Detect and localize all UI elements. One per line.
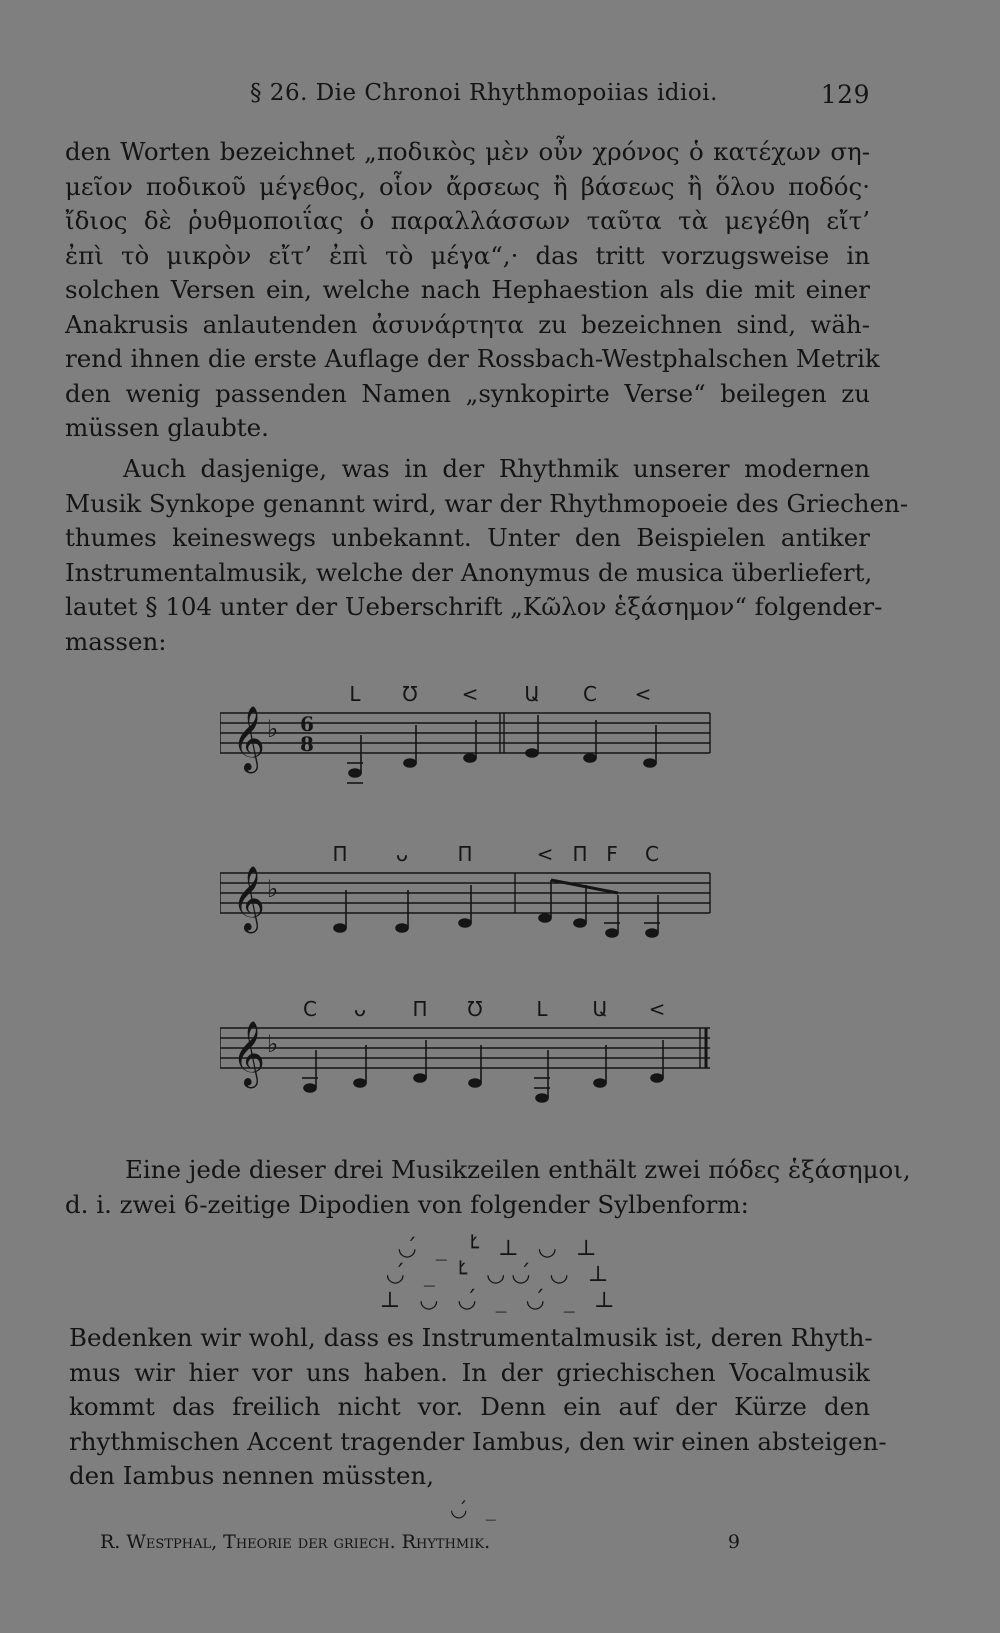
notation-sign: ᴗ <box>395 842 409 866</box>
paragraph-1 <box>65 135 880 446</box>
text-line: μεῖον ποδικοῦ μέγεθος, οἷον ἄρσεως ἢ βάσεως ἢ ὅλου ποδός· <box>65 171 870 201</box>
text-line: solchen Versen ein, welche nach Hephaestion als die mit einer <box>65 275 870 304</box>
flat-icon: ♭ <box>267 875 279 903</box>
signature-mark: 9 <box>727 1531 740 1553</box>
treble-clef-icon: 𝄞 <box>232 706 266 771</box>
text-line: ἴδιος δὲ ῥυθμοποιΐας ὁ παραλλάσσων ταῦτα τὰ μεγέθη εἴτ’ <box>65 206 870 235</box>
text-line: rend ihnen die erste Auflage der Rossbach-Westphalschen Metrik <box>65 344 880 373</box>
paragraph-3-cont <box>65 1188 870 1223</box>
footer-author: R. Westphal, Theorie der griech. Rhythmik. <box>100 1531 491 1553</box>
notation-sign: < <box>536 842 554 866</box>
notation-sign: Π <box>572 842 588 866</box>
text-line: d. i. zwei 6-zeitige Dipodien von folgender Sylbenform: <box>65 1190 749 1219</box>
meter-line: ◡́ _ └́ ⊥ ◡ ⊥ <box>397 1236 603 1261</box>
notation-sign: Ʊ <box>402 682 418 706</box>
notation-sign: L <box>536 997 548 1021</box>
notation-sign: ᴗ <box>353 997 367 1021</box>
text-line: den Worten bezeichnet „ποδικὸς μὲν οὖν χρόνος ὁ κατέχων ση- <box>65 137 870 166</box>
notation-sign: Ա <box>524 682 540 706</box>
notation-sign: L <box>349 682 361 706</box>
trailing-meter: ◡́ _ <box>450 1497 502 1521</box>
text-line: den wenig passenden Namen „synkopirte Verse“ beilegen zu <box>65 378 870 408</box>
notation-sign: Ʊ <box>467 997 483 1021</box>
time-signature-bottom: 8 <box>300 732 314 756</box>
notation-sign: C <box>645 842 659 866</box>
notation-sign: C <box>583 682 597 706</box>
text-line: den Iambus nennen müssten, <box>69 1461 435 1490</box>
text-line: Eine jede dieser drei Musikzeilen enthält zwei πόδες ἑξάσημοι, <box>125 1155 911 1184</box>
text-line: rhythmischen Accent tragender Iambus, den wir einen absteigen- <box>69 1426 887 1456</box>
meter-scheme <box>0 1236 1000 1314</box>
page-number: 129 <box>820 80 870 109</box>
meter-line: ◡́ _ └́ ◡◡́ ◡ ⊥ <box>385 1262 615 1287</box>
notation-sign: Π <box>457 842 473 866</box>
notation-sign: Ա <box>592 997 608 1021</box>
flat-icon: ♭ <box>267 1030 279 1058</box>
text-line: müssen glaubte. <box>65 413 269 442</box>
notation-sign: Π <box>332 842 348 866</box>
flat-icon: ♭ <box>267 715 279 743</box>
running-title: § 26. Die Chronoi Rhythmopoiias idioi. <box>250 80 718 106</box>
text-line: kommt das freilich nicht vor. Denn ein auf der Kürze den <box>69 1392 870 1421</box>
text-line: Musik Synkope genannt wird, war der Rhythmopoeie des Griechen- <box>65 488 909 518</box>
paragraph-3 <box>125 1153 911 1188</box>
notation-sign: C <box>303 997 317 1021</box>
text-line: Bedenken wir wohl, dass es Instrumentalmusik ist, deren Rhyth- <box>69 1323 873 1352</box>
text-line: Auch dasjenige, was in der Rhythmik unserer modernen <box>123 454 870 483</box>
paragraph-2 <box>65 452 909 659</box>
paragraph-4 <box>69 1321 887 1494</box>
treble-clef-icon: 𝄞 <box>232 1021 266 1086</box>
text-line: lautet § 104 unter der Ueberschrift „Κῶλον ἑξάσημον“ folgender- <box>65 592 883 621</box>
text-line: massen: <box>65 626 167 656</box>
notation-sign: < <box>461 682 479 706</box>
notation-sign: Π <box>412 997 428 1021</box>
meter-line: ⊥ ◡ ◡́ _ ◡́ _ ⊥ <box>379 1288 621 1313</box>
music-staff-1 <box>220 675 720 805</box>
notation-sign: < <box>634 682 652 706</box>
text-line: Anakrusis anlautenden ἀσυνάρτητα zu bezeichnen sind, wäh- <box>65 309 870 339</box>
notation-sign: F <box>606 842 618 866</box>
treble-clef-icon: 𝄞 <box>232 866 266 931</box>
music-staff-2 <box>220 835 720 965</box>
time-signature-top: 6 <box>300 712 314 736</box>
text-line: mus wir hier vor uns haben. In der griechischen Vocalmusik <box>69 1357 870 1387</box>
music-staff-3 <box>220 990 720 1130</box>
notation-sign: < <box>648 997 666 1021</box>
text-line: ἐπὶ τὸ μικρὸν εἴτ’ ἐπὶ τὸ μέγα“,· das tritt vorzugsweise in <box>65 240 870 270</box>
text-line: Instrumentalmusik, welche der Anonymus de musica überliefert, <box>65 557 873 587</box>
text-line: thumes keineswegs unbekannt. Unter den Beispielen antiker <box>65 523 870 552</box>
footer <box>100 1531 740 1553</box>
